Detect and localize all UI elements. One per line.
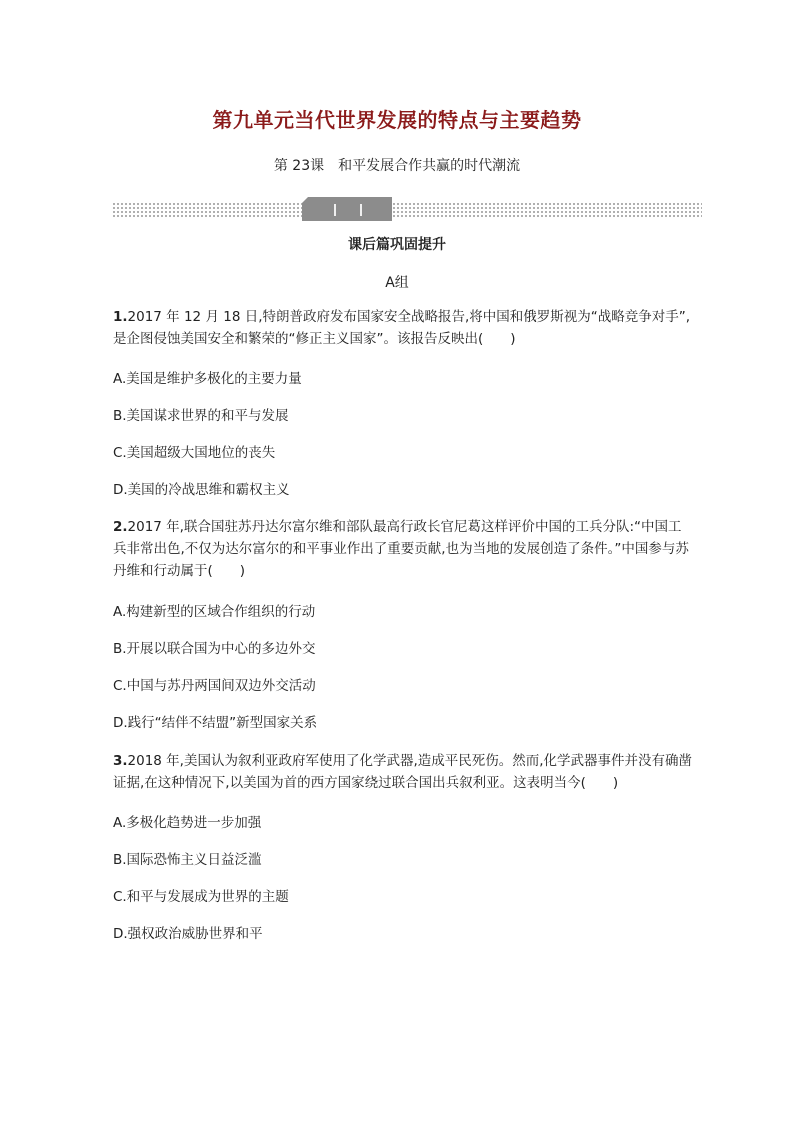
decorative-divider <box>112 197 702 223</box>
question-2-option-c: C.中国与苏丹两国间双边外交活动 <box>113 678 316 694</box>
question-2-option-d: D.践行“结伴不结盟”新型国家关系 <box>113 715 318 731</box>
group-title: A组 <box>385 275 409 291</box>
question-2-option-a: A.构建新型的区域合作组织的行动 <box>113 604 316 620</box>
question-3-option-c: C.和平与发展成为世界的主题 <box>113 889 289 905</box>
question-number: 2. <box>113 519 128 535</box>
question-text: 2018 年,美国认为叙利亚政府军使用了化学武器,造成平民死伤。然而,化学武器事件并没有确凿证据,在这种情况下,以美国为首的西方国家绕过联合国出兵叙利亚。这表明当今( ) <box>113 753 693 791</box>
question-3-stem <box>113 750 693 794</box>
question-3-option-d: D.强权政治威胁世界和平 <box>113 926 263 942</box>
question-2-stem <box>113 516 693 582</box>
section-title: 课后篇巩固提升 <box>348 237 446 253</box>
question-number: 1. <box>113 309 128 325</box>
question-1-option-b: B.美国谋求世界的和平与发展 <box>113 408 289 424</box>
unit-title: 第九单元当代世界发展的特点与主要趋势 <box>212 108 582 132</box>
question-1-stem <box>113 306 693 350</box>
question-3-option-b: B.国际恐怖主义日益泛滥 <box>113 852 262 868</box>
question-1-option-a: A.美国是维护多极化的主要力量 <box>113 371 302 387</box>
dotted-rule-bottom <box>112 210 702 218</box>
question-2-option-b: B.开展以联合国为中心的多边外交 <box>113 641 316 657</box>
question-1-option-d: D.美国的冷战思维和霸权主义 <box>113 482 290 498</box>
dotted-rule-top <box>112 202 702 210</box>
lesson-title: 第 23课 和平发展合作共赢的时代潮流 <box>273 158 521 174</box>
question-3-option-a: A.多极化趋势进一步加强 <box>113 815 262 831</box>
question-number: 3. <box>113 753 128 769</box>
question-text: 2017 年 12 月 18 日,特朗普政府发布国家安全战略报告,将中国和俄罗斯视为“战略竞争对手”,是企图侵蚀美国安全和繁荣的“修正主义国家”。该报告反映出( ) <box>113 309 691 347</box>
question-1-option-c: C.美国超级大国地位的丧失 <box>113 445 276 461</box>
question-text: 2017 年,联合国驻苏丹达尔富尔维和部队最高行政长官尼葛这样评价中国的工兵分队:“中国工兵非常出色,不仅为达尔富尔的和平事业作出了重要贡献,也为当地的发展创造了条件。”中国参与苏丹维和行动属于( ) <box>113 519 689 579</box>
divider-tab-icon <box>302 197 392 221</box>
